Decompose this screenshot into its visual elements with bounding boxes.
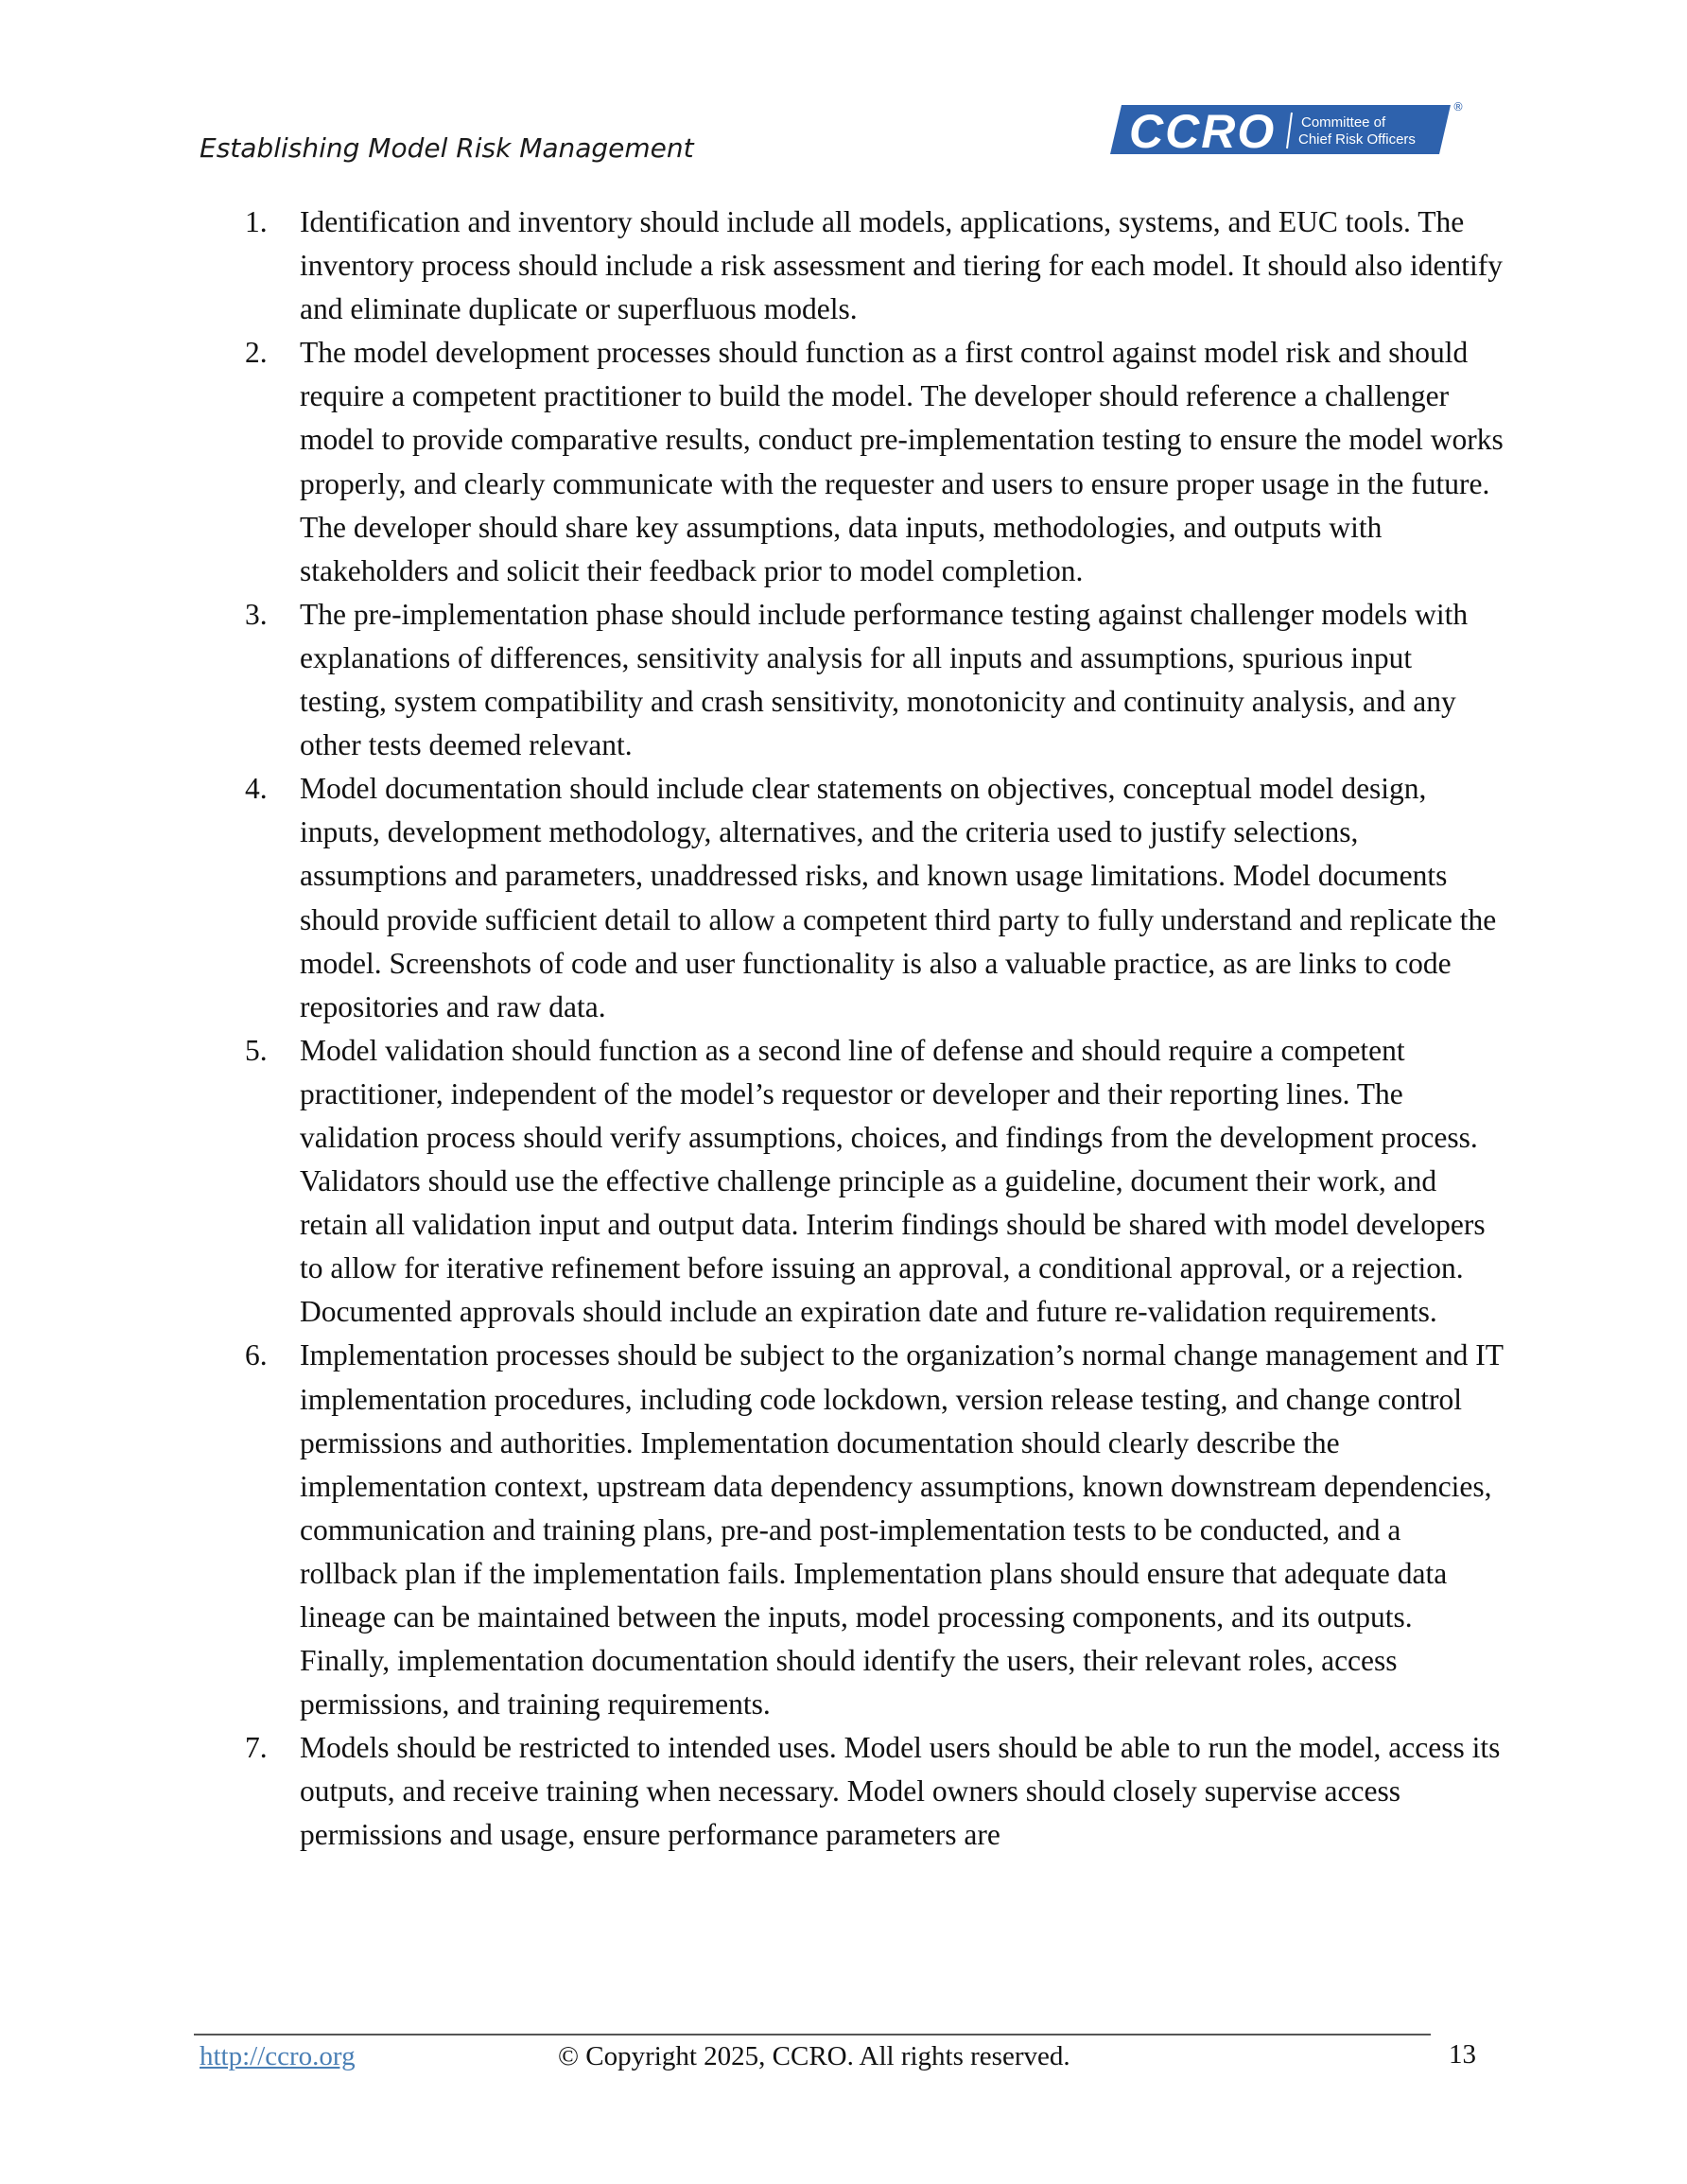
list-item-text: Model validation should function as a second line of defense and should require a competent practitioner, independent of the model’s requestor or developer and their reporting lines. The validation process should verify assumptions, choices, and findings from the development process. Validators should use the effective challenge principle as a guideline, document their work, and retain all validation input and output data. Interim findings should be shared with model developers to allow for iterative refinement before issuing an approval, a conditional approval, or a rejection. Documented approvals should include an expiration date and future re-validation requirements. — [300, 1033, 1486, 1329]
logo-tagline-line2: Chief Risk Officers — [1298, 131, 1416, 148]
list-item-number: 5. — [245, 1033, 268, 1067]
list-item-text: The pre-implementation phase should include performance testing against challenger models with explanations of differences, sensitivity analysis for all inputs and assumptions, spurious input testing, system compatibility and crash sensitivity, monotonicity and continuity analysis, and any other tests deemed relevant. — [300, 597, 1469, 762]
list-item — [236, 1029, 1504, 1335]
list-item-text: Model documentation should include clear statements on objectives, conceptual model design, inputs, development methodology, alternatives, and the criteria used to justify selections, assumptions and parameters, unaddressed risks, and known usage limitations. Model documents should provide sufficient detail to allow a competent third party to fully understand and replicate the model. Screenshots of code and user functionality is also a valuable practice, as are links to code repositories and raw data. — [300, 772, 1497, 1023]
list-item-number: 6. — [245, 1338, 268, 1372]
footer-website-link[interactable]: http://ccro.org — [200, 2041, 356, 2071]
list-item-number: 3. — [245, 597, 268, 631]
list-item — [236, 767, 1504, 1029]
list-item — [236, 593, 1504, 767]
list-item — [236, 331, 1504, 593]
list-item — [236, 1334, 1504, 1726]
list-item-text: Implementation processes should be subject to the organization’s normal change management and IT implementation procedures, including code lockdown, version release testing, and change control permissions and authorities. Implementation documentation should clearly describe the implementation context, upstream data dependency assumptions, known downstream dependencies, communication and training plans, pre-and post-implementation tests to be conducted, and a rollback plan if the implementation fails. Implementation plans should ensure that adequate data lineage can be maintained between the inputs, model processing components, and its outputs. Finally, implementation documentation should identify the users, their relevant roles, access permissions, and training requirements. — [300, 1338, 1504, 1721]
list-item-number: 2. — [245, 336, 268, 370]
footer-divider — [194, 2034, 1431, 2035]
list-item-text: Models should be restricted to intended uses. Model users should be able to run the model, access its outputs, and receive training when necessary. Model owners should closely supervise access permissions and usage, ensure performance parameters are — [300, 1731, 1501, 1852]
list-item-text: The model development processes should function as a first control against model risk and should require a competent practitioner to build the model. The developer should reference a challenger model to provide comparative results, conduct pre-implementation testing to ensure the model works properly, and clearly communicate with the requester and users to ensure proper usage in the future. The developer should share key assumptions, data inputs, methodologies, and outputs with stakeholders and solicit their feedback prior to model completion. — [300, 336, 1504, 587]
page-number: 13 — [1449, 2039, 1476, 2070]
list-item-text: Identification and inventory should include all models, applications, systems, and EUC tools. The inventory process should include a risk assessment and tiering for each model. It should also identify and eliminate duplicate or superfluous models. — [300, 205, 1503, 326]
footer-copyright: © Copyright 2025, CCRO. All rights reserved. — [558, 2041, 1070, 2071]
list-item-number: 4. — [245, 772, 268, 806]
running-header-title: Establishing Model Risk Management — [200, 132, 694, 164]
logo-registered-mark: ® — [1452, 100, 1464, 114]
list-item — [236, 1726, 1504, 1857]
logo-tagline-line1: Committee of — [1301, 114, 1386, 131]
list-item — [236, 201, 1504, 331]
numbered-list — [236, 201, 1504, 1858]
list-item-number: 7. — [245, 1731, 268, 1765]
logo-wordmark: CCRO — [1129, 105, 1277, 158]
list-item-number: 1. — [245, 205, 268, 238]
ccro-logo — [1108, 99, 1477, 160]
